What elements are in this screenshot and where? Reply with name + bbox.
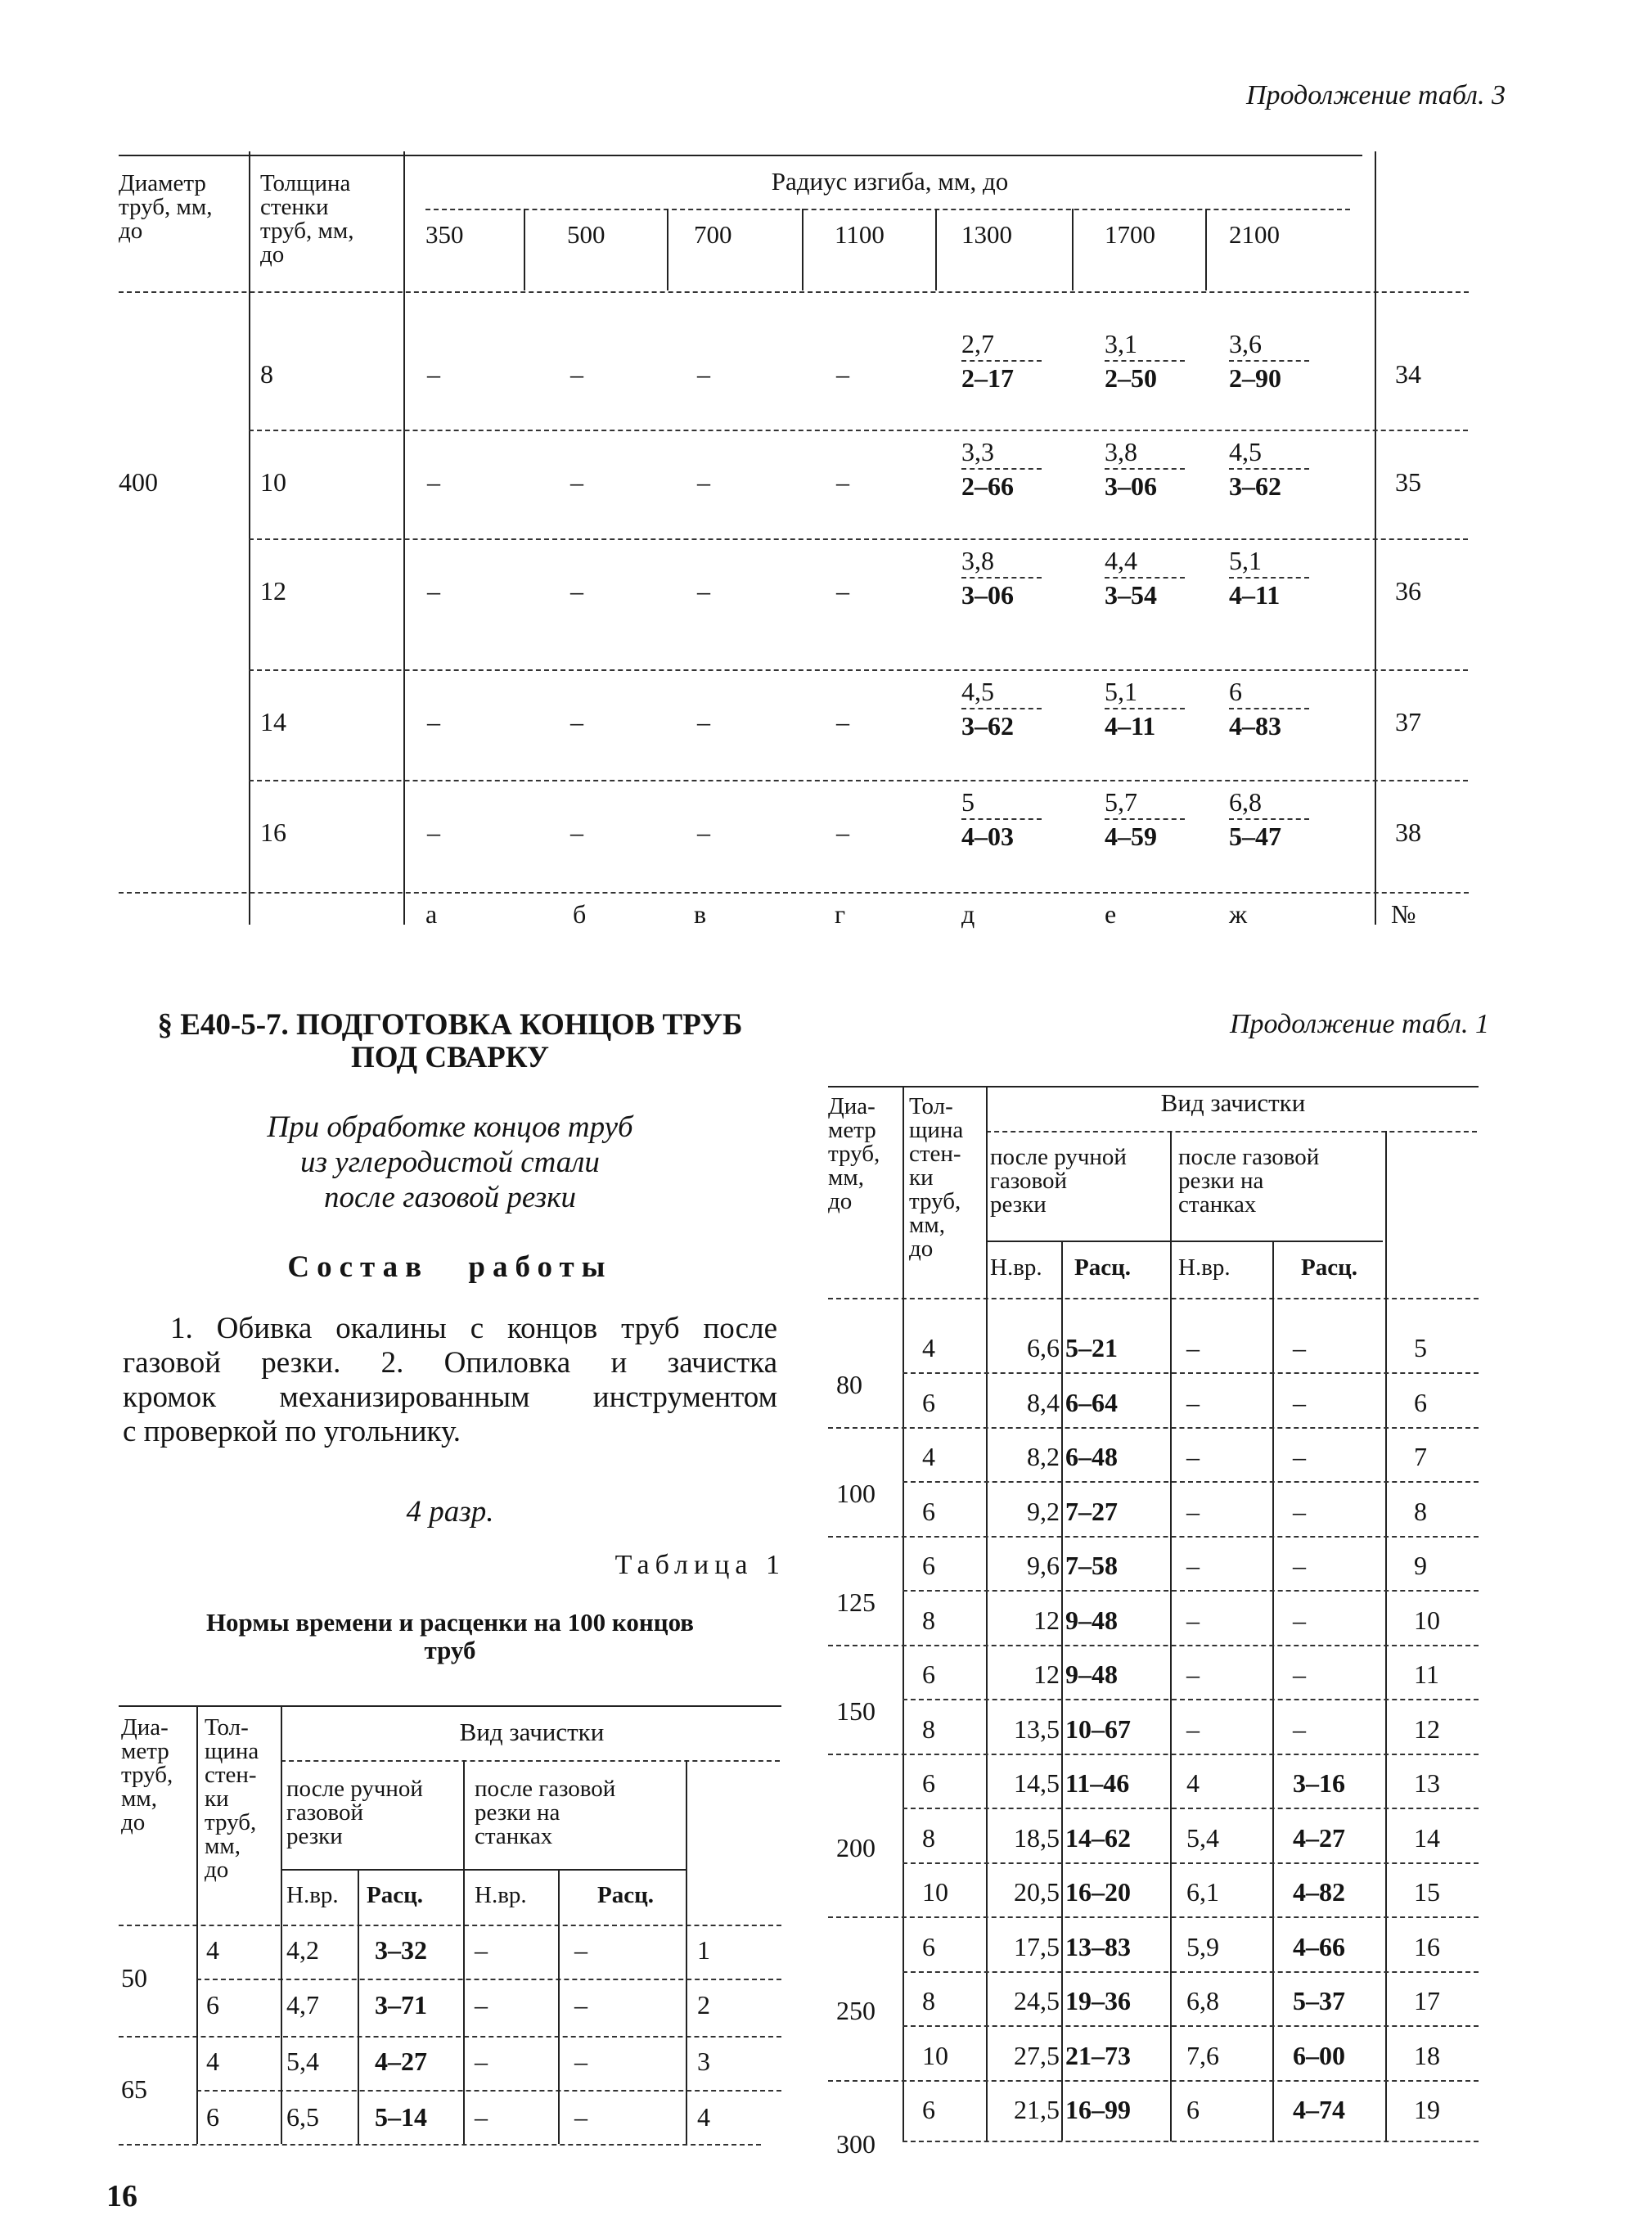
rate-value: 3–71 [375,1990,427,2020]
time-norm: 5,9 [1186,1932,1219,1961]
time-norm: – [1186,1551,1200,1580]
row-rule [828,2080,1479,2082]
row-rule [249,669,1468,671]
wall-thickness: 6 [922,1768,935,1798]
time-norm: – [475,1990,488,2020]
column-letter: б [573,899,587,929]
rate-value: 5–37 [1293,1986,1345,2015]
diameter-value: 300 [836,2129,876,2159]
row-rule [903,1372,1479,1374]
table-top-rule [119,1705,781,1707]
time-norm: 4,2 [286,1935,319,1965]
wall-thickness: 4 [206,1935,219,1965]
time-norm: – [475,2102,488,2132]
row-number: 11 [1414,1659,1439,1689]
rate-value: 4–11 [1105,711,1156,741]
time-norm: 2,7 [961,329,994,358]
header-nvr: Н.вр. [475,1882,527,1908]
empty-dash: – [570,817,583,847]
header-machine: после газовой резки на станках [475,1776,616,1849]
wall-thickness: 8 [922,1714,935,1744]
row-number: 37 [1395,707,1421,736]
empty-dash: – [697,707,710,736]
time-norm: – [1186,1497,1200,1526]
empty-dash: – [697,359,710,389]
rate-value: 4–74 [1293,2095,1345,2124]
norm-rate-fraction [1229,327,1314,394]
row-rule [249,780,1468,781]
row-rule [903,2025,1479,2027]
rate-value: – [574,1935,587,1965]
header-bottom-rule [119,1925,781,1926]
rate-value: 7–27 [1065,1497,1118,1526]
norm-rate-fraction [1105,786,1190,853]
norm-rate-fraction [961,675,1047,742]
wall-thickness: 8 [922,1605,935,1635]
column-rule [686,1760,687,2144]
empty-dash: – [836,576,849,606]
time-norm: 6,5 [286,2102,319,2132]
row-number: 38 [1395,817,1421,847]
time-norm: 14,5 [1014,1768,1060,1798]
column-rule [667,209,668,290]
rate-value: 2–50 [1105,363,1157,393]
empty-dash: – [570,576,583,606]
time-norm: 13,5 [1014,1714,1060,1744]
header-diameter: Диа- метр труб, мм, до [121,1714,173,1835]
time-norm: 27,5 [1014,2041,1060,2070]
rate-value: 3–62 [961,711,1014,741]
row-number: 16 [1414,1932,1440,1961]
time-norm: 24,5 [1014,1986,1060,2015]
empty-dash: – [427,576,440,606]
row-rule [903,1971,1479,1973]
row-number: 6 [1414,1388,1427,1417]
row-rule [903,1481,1479,1483]
header-rasc: Расц. [367,1882,424,1908]
time-norm: 3,3 [961,437,994,466]
rate-value: 16–20 [1065,1877,1131,1907]
row-number: 13 [1414,1768,1440,1798]
row-rule [903,1808,1479,1809]
empty-dash: – [427,817,440,847]
norm-rate-fraction [961,327,1047,394]
empty-dash: – [836,707,849,736]
time-norm: 4,4 [1105,546,1137,575]
rate-value: – [1293,1551,1306,1580]
table-bottom-rule [903,2141,1479,2142]
rate-value: 13–83 [1065,1932,1131,1961]
time-norm: 6,8 [1186,1986,1219,2015]
wall-thickness: 6 [922,1497,935,1526]
time-norm: 6 [1186,2095,1200,2124]
wall-thickness: 6 [922,2095,935,2124]
column-letter: ж [1229,899,1248,929]
rate-value: – [1293,1497,1306,1526]
rate-value: 6–00 [1293,2041,1345,2070]
row-number: 5 [1414,1333,1427,1362]
column-rule [1272,1241,1274,2141]
column-rule [196,1706,198,2144]
empty-dash: – [427,707,440,736]
header-thickness: Тол- щина стен- ки труб, мм, до [909,1093,964,1262]
column-rule [524,209,525,290]
time-norm: 5,4 [1186,1823,1219,1853]
header-radius-1700: 1700 [1105,220,1155,249]
table-label: Таблица 1 [614,1550,785,1580]
rate-value: 4–27 [1293,1823,1345,1853]
time-norm: 4 [1186,1768,1200,1798]
rate-value: 2–17 [961,363,1014,393]
empty-dash: – [570,359,583,389]
row-number: 4 [697,2102,710,2132]
header-radius-2100: 2100 [1229,220,1280,249]
column-rule [903,1086,904,2141]
row-rule [828,1427,1479,1429]
rate-value: – [1293,1442,1306,1471]
diameter-value: 100 [836,1479,876,1508]
row-number: 8 [1414,1497,1427,1526]
header-machine: после газовой резки на станках [1178,1144,1320,1218]
empty-dash: – [427,359,440,389]
header-type-group: Вид зачистки [459,1718,605,1746]
row-rule [828,1754,1479,1755]
time-norm: 3,6 [1229,329,1262,358]
time-norm: 7,6 [1186,2041,1219,2070]
row-number: 1 [697,1935,710,1965]
row-number: 12 [1414,1714,1440,1744]
time-norm: 3,8 [961,546,994,575]
time-norm: 6,1 [1186,1877,1219,1907]
norm-rate-fraction [1229,786,1314,853]
diameter-value: 50 [121,1963,147,1993]
work-description: 1. Обивка окалины с концов труб после газовой резки. 2. Опиловка и зачистка кромок механизированным инструментом с проверкой по угольнику. [123,1312,777,1448]
column-letter: а [425,899,438,929]
time-norm: 12 [1033,1605,1060,1635]
rate-value: 4–66 [1293,1932,1345,1961]
time-norm: 9,2 [1027,1497,1060,1526]
time-norm: – [1186,1388,1200,1417]
time-norm: – [1186,1442,1200,1471]
time-norm: – [1186,1714,1200,1744]
wall-thickness: 8 [922,1823,935,1853]
header-radius-group: Радиус изгиба, мм, до [771,167,1009,196]
column-rule [1072,209,1074,290]
header-diameter: Диа- метр труб, мм, до [828,1093,880,1214]
worker-grade: 4 разр. [406,1495,494,1529]
diameter-value: 250 [836,1996,876,2025]
rate-value: 19–36 [1065,1986,1131,2015]
column-letter: д [961,899,975,929]
rate-value: – [574,2047,587,2076]
wall-thickness: 6 [922,1932,935,1961]
row-number: 15 [1414,1877,1440,1907]
diameter-value: 400 [119,467,158,497]
diameter-value: 65 [121,2074,147,2104]
row-rule [119,2036,781,2038]
row-rule [196,1979,781,1980]
wall-thickness: 8 [922,1986,935,2015]
wall-thickness: 16 [260,817,286,847]
diameter-value: 200 [836,1833,876,1862]
norm-rate-fraction [961,786,1047,853]
empty-dash: – [836,359,849,389]
empty-dash: – [697,576,710,606]
wall-thickness: 6 [206,2102,219,2132]
rate-value: 21–73 [1065,2041,1131,2070]
table-top-rule [119,155,1362,156]
norm-rate-fraction [1105,327,1190,394]
running-header: Продолжение табл. 3 [1245,80,1506,110]
rate-value: 4–59 [1105,822,1157,851]
rate-value: – [1293,1388,1306,1417]
rate-value: 4–03 [961,822,1014,851]
column-letter: в [694,899,707,929]
section-subtitle: При обработке концов труб из углеродистой стали после газовой резки [267,1110,633,1214]
wall-thickness: 8 [260,359,273,389]
norm-rate-fraction [961,435,1047,502]
time-norm: 5,7 [1105,787,1137,817]
rate-value: 4–82 [1293,1877,1345,1907]
wall-thickness: 4 [922,1333,935,1362]
diameter-value: 150 [836,1696,876,1726]
empty-dash: – [570,707,583,736]
header-bottom-rule [828,1298,1479,1299]
row-rule [828,1536,1479,1538]
row-number: 3 [697,2047,710,2076]
column-rule [935,209,937,290]
header-nvr: Н.вр. [990,1254,1042,1281]
time-norm: 4,5 [1229,437,1262,466]
table-bottom-rule [119,892,1469,894]
rate-value: – [1293,1605,1306,1635]
time-norm: 4,5 [961,677,994,706]
time-norm: – [1186,1605,1200,1635]
rate-value: 5–47 [1229,822,1281,851]
wall-thickness: 10 [260,467,286,497]
empty-dash: – [836,467,849,497]
time-norm: 5,1 [1105,677,1137,706]
rate-value: 6–64 [1065,1388,1118,1417]
time-norm: 17,5 [1014,1932,1060,1961]
row-rule [249,430,1468,431]
norm-rate-fraction [1105,675,1190,742]
time-norm: 5,4 [286,2047,319,2076]
section-title: § Е40-5-7. ПОДГОТОВКА КОНЦОВ ТРУБ ПОД СВАРКУ [157,1008,743,1074]
row-number: 14 [1414,1823,1440,1853]
row-number: 7 [1414,1442,1427,1471]
rate-value: 2–90 [1229,363,1281,393]
wall-thickness: 12 [260,576,286,606]
norm-rate-fraction [1229,675,1314,742]
wall-thickness: 6 [922,1659,935,1689]
header-radius-1100: 1100 [835,220,885,249]
row-number: 18 [1414,2041,1440,2070]
time-norm: 5,1 [1229,546,1262,575]
wall-thickness: 14 [260,707,286,736]
time-norm: 6 [1229,677,1242,706]
rate-value: 10–67 [1065,1714,1131,1744]
rate-value: 3–16 [1293,1768,1345,1798]
wall-thickness: 6 [922,1388,935,1417]
row-rule [828,1916,1479,1918]
column-number-sign: № [1391,899,1416,929]
time-norm: 8,2 [1027,1442,1060,1471]
type-subheader-rule [281,1760,780,1762]
table-title: Нормы времени и расценки на 100 концов труб [205,1608,695,1664]
header-thickness: Тол- щина стен- ки труб, мм, до [205,1714,259,1883]
time-norm: 20,5 [1014,1877,1060,1907]
row-number: 36 [1395,576,1421,606]
rate-value: 2–66 [961,471,1014,501]
wall-thickness: 10 [922,1877,948,1907]
wall-thickness: 10 [922,2041,948,2070]
column-rule [1061,1241,1063,2141]
rate-value: – [1293,1659,1306,1689]
header-radius-500: 500 [567,220,605,249]
rate-value: 4–83 [1229,711,1281,741]
radius-subheader-rule [425,209,1350,210]
time-norm: – [1186,1333,1200,1362]
row-rule [249,538,1468,540]
header-manual: после ручной газовой резки [990,1144,1127,1218]
header-rasc: Расц. [1301,1254,1358,1281]
time-norm: – [475,1935,488,1965]
empty-dash: – [427,467,440,497]
row-number: 19 [1414,2095,1440,2124]
rate-value: 5–21 [1065,1333,1118,1362]
column-subheader-rule [281,1869,686,1871]
rate-value: 3–06 [1105,471,1157,501]
wall-thickness: 4 [206,2047,219,2076]
header-radius-350: 350 [425,220,464,249]
time-norm: – [1186,1659,1200,1689]
row-rule [828,1645,1479,1646]
row-number: 9 [1414,1551,1427,1580]
type-subheader-rule [986,1131,1477,1133]
time-norm: 4,7 [286,1990,319,2020]
rate-value: 4–27 [375,2047,427,2076]
row-number: 10 [1414,1605,1440,1635]
row-number: 35 [1395,467,1421,497]
row-number: 34 [1395,359,1421,389]
rate-value: 3–32 [375,1935,427,1965]
header-manual: после ручной газовой резки [286,1776,423,1849]
column-subheader-rule [986,1241,1383,1242]
column-rule [1205,209,1207,290]
header-nvr: Н.вр. [1178,1254,1231,1281]
row-rule [903,1699,1479,1700]
time-norm: 3,8 [1105,437,1137,466]
rate-value: 16–99 [1065,2095,1131,2124]
rate-value: 9–48 [1065,1659,1118,1689]
header-rasc: Расц. [1074,1254,1132,1281]
diameter-value: 125 [836,1587,876,1617]
time-norm: 8,4 [1027,1388,1060,1417]
wall-thickness: 6 [206,1990,219,2020]
row-rule [903,1862,1479,1864]
wall-thickness: 6 [922,1551,935,1580]
header-bottom-rule [119,291,1469,293]
norm-rate-fraction [1229,544,1314,611]
column-rule [358,1869,359,2144]
norm-rate-fraction [1229,435,1314,502]
header-type-group: Вид зачистки [1160,1088,1306,1117]
time-norm: 3,1 [1105,329,1137,358]
work-heading: Состав работы [287,1250,613,1284]
norm-rate-fraction [1105,544,1190,611]
time-norm: 9,6 [1027,1551,1060,1580]
rate-value: 11–46 [1065,1768,1130,1798]
rate-value: 6–48 [1065,1442,1118,1471]
time-norm: 5 [961,787,975,817]
time-norm: 12 [1033,1659,1060,1689]
rate-value: 5–14 [375,2102,427,2132]
empty-dash: – [570,467,583,497]
column-rule [281,1706,282,2144]
rate-value: 7–58 [1065,1551,1118,1580]
column-rule [463,1760,465,2144]
header-thickness: Толщина стенки труб, мм, до [260,170,354,268]
time-norm: 6,6 [1027,1333,1060,1362]
column-letter: е [1105,899,1117,929]
rate-value: – [574,2102,587,2132]
table-top-rule [828,1086,1479,1087]
row-number: 2 [697,1990,710,2020]
rate-value: 3–54 [1105,580,1157,610]
header-nvr: Н.вр. [286,1882,339,1908]
empty-dash: – [697,467,710,497]
column-letter: г [835,899,846,929]
column-rule [1385,1131,1387,2141]
empty-dash: – [697,817,710,847]
rate-value: 14–62 [1065,1823,1131,1853]
rate-value: 3–06 [961,580,1014,610]
row-rule [196,2090,781,2092]
norm-rate-fraction [961,544,1047,611]
rate-value: – [1293,1333,1306,1362]
right-running-header: Продолжение табл. 1 [1229,1009,1489,1039]
column-rule [802,209,803,290]
diameter-value: 80 [836,1370,862,1399]
rate-value: 4–11 [1229,580,1281,610]
row-number: 17 [1414,1986,1440,2015]
time-norm: 18,5 [1014,1823,1060,1853]
table-bottom-rule [119,2144,761,2146]
header-radius-700: 700 [694,220,732,249]
rate-value: – [1293,1714,1306,1744]
page-number: 16 [106,2179,137,2213]
header-rasc: Расц. [597,1882,655,1908]
header-diameter: Диаметр труб, мм, до [119,170,213,244]
rate-value: 3–62 [1229,471,1281,501]
norm-rate-fraction [1105,435,1190,502]
wall-thickness: 4 [922,1442,935,1471]
header-radius-1300: 1300 [961,220,1012,249]
time-norm: 21,5 [1014,2095,1060,2124]
time-norm: – [475,2047,488,2076]
time-norm: 6,8 [1229,787,1262,817]
column-rule [558,1869,560,2144]
row-rule [903,1590,1479,1592]
rate-value: 9–48 [1065,1605,1118,1635]
empty-dash: – [836,817,849,847]
column-rule [1170,1131,1172,2141]
rate-value: – [574,1990,587,2020]
